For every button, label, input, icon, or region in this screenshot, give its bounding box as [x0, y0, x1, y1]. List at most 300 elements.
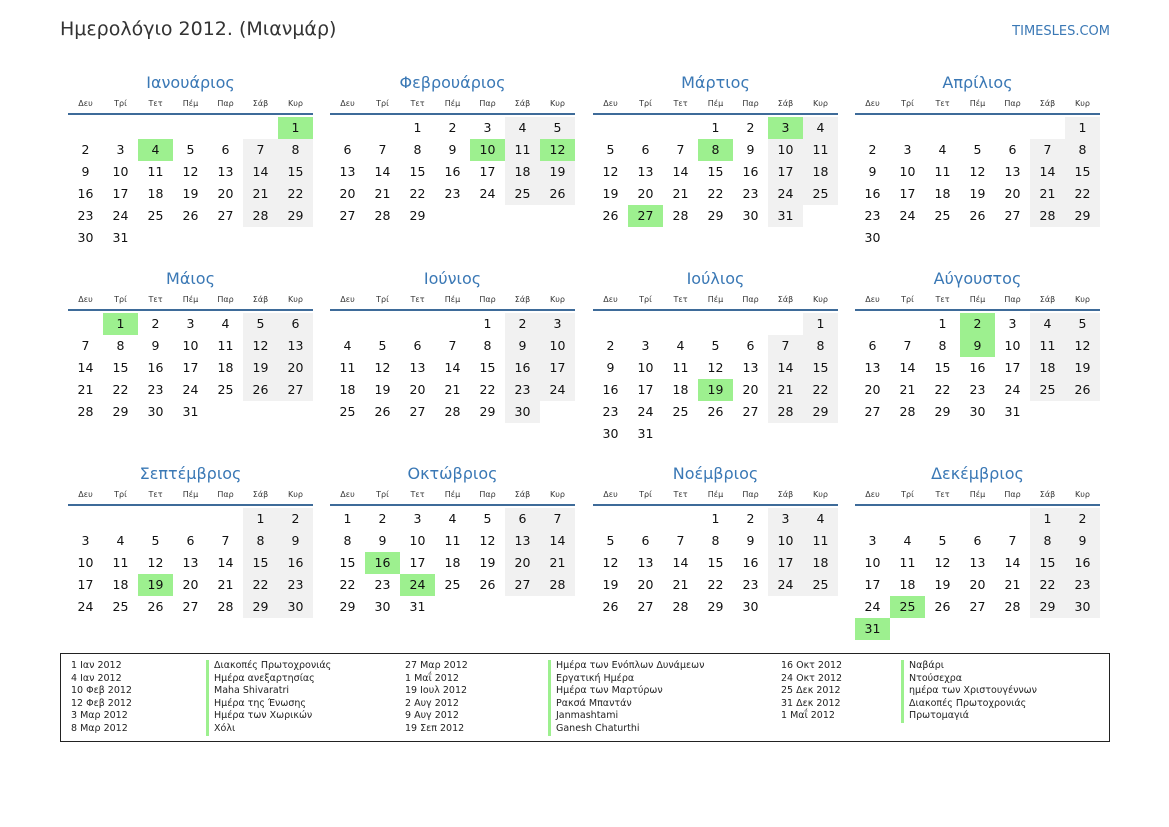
day-cell: 28 [444, 404, 461, 419]
weekday-label: Δευ [865, 295, 880, 304]
empty-cell [960, 117, 995, 139]
day-cell: 7 [768, 335, 803, 357]
weekday-label: Παρ [217, 99, 234, 108]
day-cell: 26 [707, 404, 724, 419]
day-cell: 27 [409, 404, 426, 419]
day-cell: 6 [186, 533, 195, 548]
empty-cell [330, 117, 365, 139]
day-cell: 19 [969, 186, 986, 201]
day-cell: 13 [969, 555, 986, 570]
weekday-label: Τρί [639, 490, 652, 499]
day-cell: 14 [374, 164, 391, 179]
empty-cell [628, 117, 663, 139]
day-cell: 15 [803, 357, 838, 379]
day-cell: 6 [746, 338, 755, 353]
day-cell: 11 [339, 360, 356, 375]
weekday-header [330, 485, 575, 506]
day-cell: 20 [1004, 186, 1021, 201]
day-cell: 17 [112, 186, 129, 201]
weekday-label: Τρί [901, 295, 914, 304]
day-cell: 23 [1065, 574, 1100, 596]
day-cell: 16 [969, 360, 986, 375]
empty-cell [138, 508, 173, 530]
day-cell: 16 [602, 382, 619, 397]
day-cell: 27 [1004, 208, 1021, 223]
day-cell: 16 [147, 360, 164, 375]
legend-holiday-name: Ημέρα ανεξαρτησίας [206, 673, 331, 686]
site-link[interactable]: TIMESLES.COM [1012, 24, 1110, 39]
weekday-label: Πέμ [969, 99, 986, 108]
day-cell: 22 [409, 186, 426, 201]
month-name: Φεβρουάριος [399, 73, 506, 92]
day-cell: 29 [934, 404, 951, 419]
empty-cell [628, 313, 663, 335]
day-cell: 18 [112, 577, 129, 592]
day-cell: 15 [409, 164, 426, 179]
day-cell: 16 [742, 164, 759, 179]
day-cell: 16 [742, 555, 759, 570]
weekday-label: Τετ [410, 490, 425, 499]
day-cell: 29 [1065, 205, 1100, 227]
day-cell: 24 [899, 208, 916, 223]
weekday-label: Τετ [935, 490, 950, 499]
empty-cell [103, 117, 138, 139]
day-cell: 22 [803, 379, 838, 401]
weekday-label: Δευ [78, 99, 93, 108]
day-cell: 28 [77, 404, 94, 419]
day-cell: 22 [339, 577, 356, 592]
day-cell: 31 [182, 404, 199, 419]
day-cell: 8 [243, 530, 278, 552]
weekday-label: Κυρ [550, 490, 565, 499]
day-cell: 13 [217, 164, 234, 179]
day-cell: 5 [1065, 313, 1100, 335]
day-cell: 17 [899, 186, 916, 201]
day-cell: 24 [182, 382, 199, 397]
day-cell: 5 [186, 142, 195, 157]
weekday-label: Κυρ [1075, 99, 1090, 108]
day-cell: 8 [1030, 530, 1065, 552]
day-cell: 6 [641, 533, 650, 548]
day-cell: 3 [483, 120, 492, 135]
day-cell: 17 [479, 164, 496, 179]
day-cell: 30 [278, 596, 313, 618]
month-name: Οκτώβριος [407, 464, 498, 483]
day-cell: 28 [1004, 599, 1021, 614]
day-cell: 23 [505, 379, 540, 401]
day-cell: 24 [479, 186, 496, 201]
day-cell: 11 [147, 164, 164, 179]
day-cell: 13 [637, 555, 654, 570]
day-grid [330, 508, 575, 618]
day-cell: 17 [637, 382, 654, 397]
day-cell: 29 [112, 404, 129, 419]
empty-cell [243, 117, 278, 139]
weekday-header [330, 290, 575, 311]
day-cell: 26 [479, 577, 496, 592]
day-cell: 26 [934, 599, 951, 614]
legend-date-column [71, 660, 132, 736]
weekday-header [68, 485, 313, 506]
day-cell: 12 [969, 164, 986, 179]
day-cell: 30 [602, 426, 619, 441]
day-cell: 8 [116, 338, 125, 353]
day-cell: 11 [899, 555, 916, 570]
weekday-label: Πέμ [182, 295, 199, 304]
day-grid [330, 313, 575, 423]
weekday-label: Τρί [901, 490, 914, 499]
weekday-label: Τετ [935, 99, 950, 108]
weekday-label: Σάβ [514, 295, 531, 304]
day-cell: 26 [969, 208, 986, 223]
weekday-label: Δευ [603, 295, 618, 304]
weekday-label: Παρ [1004, 99, 1021, 108]
day-cell: 18 [934, 186, 951, 201]
holiday-day-cell: 1 [103, 313, 138, 335]
day-cell: 23 [374, 577, 391, 592]
weekday-label: Παρ [1004, 295, 1021, 304]
day-cell: 11 [934, 164, 951, 179]
day-cell: 31 [112, 230, 129, 245]
day-cell: 23 [969, 382, 986, 397]
day-cell: 29 [803, 401, 838, 423]
empty-cell [855, 117, 890, 139]
weekday-header [593, 290, 838, 311]
empty-cell [103, 508, 138, 530]
weekday-label: Δευ [78, 295, 93, 304]
day-cell: 3 [768, 508, 803, 530]
empty-cell [68, 313, 103, 335]
day-cell: 3 [116, 142, 125, 157]
legend-date-column [781, 660, 842, 723]
day-cell: 6 [343, 142, 352, 157]
day-cell: 7 [378, 142, 387, 157]
day-cell: 21 [1004, 577, 1021, 592]
day-cell: 25 [339, 404, 356, 419]
day-cell: 18 [147, 186, 164, 201]
day-cell: 4 [903, 533, 912, 548]
day-cell: 7 [221, 533, 230, 548]
weekday-label: Τετ [673, 99, 688, 108]
day-cell: 10 [77, 555, 94, 570]
weekday-label: Παρ [479, 490, 496, 499]
day-cell: 5 [483, 511, 492, 526]
day-cell: 9 [448, 142, 457, 157]
day-cell: 13 [278, 335, 313, 357]
day-cell: 29 [409, 208, 426, 223]
day-cell: 27 [278, 379, 313, 401]
day-cell: 26 [374, 404, 391, 419]
legend-date: 16 Οκτ 2012 [781, 660, 843, 671]
day-cell: 9 [868, 164, 877, 179]
day-cell: 19 [374, 382, 391, 397]
day-cell: 10 [540, 335, 575, 357]
day-cell: 27 [864, 404, 881, 419]
day-cell: 21 [444, 382, 461, 397]
weekday-label: Παρ [479, 99, 496, 108]
day-cell: 17 [409, 555, 426, 570]
day-cell: 1 [803, 313, 838, 335]
empty-cell [960, 508, 995, 530]
legend-name-column [901, 660, 1037, 723]
day-cell: 25 [147, 208, 164, 223]
empty-cell [663, 508, 698, 530]
day-cell: 4 [343, 338, 352, 353]
day-cell: 17 [1004, 360, 1021, 375]
day-cell: 3 [1008, 316, 1017, 331]
legend-date: 2 Αυγ 2012 [405, 697, 459, 709]
day-cell: 14 [1004, 555, 1021, 570]
legend-holiday-name: Ημέρα των Ενόπλων Δυνάμεων [548, 660, 704, 673]
weekday-label: Σάβ [777, 295, 794, 304]
day-cell: 13 [339, 164, 356, 179]
day-cell: 1 [343, 511, 352, 526]
month-name: Απρίλιος [942, 73, 1013, 92]
day-cell: 3 [868, 533, 877, 548]
weekday-label: Δευ [603, 490, 618, 499]
day-cell: 3 [641, 338, 650, 353]
month-block [593, 463, 838, 618]
day-cell: 25 [803, 183, 838, 205]
day-cell: 28 [672, 208, 689, 223]
day-grid [330, 117, 575, 227]
day-cell: 1 [483, 316, 492, 331]
empty-cell [628, 508, 663, 530]
legend-date: 19 Ιουλ 2012 [405, 685, 468, 697]
month-name: Αύγουστος [933, 269, 1022, 288]
day-cell: 28 [672, 599, 689, 614]
day-cell: 21 [243, 183, 278, 205]
day-cell: 14 [672, 164, 689, 179]
day-cell: 4 [938, 142, 947, 157]
day-cell: 20 [409, 382, 426, 397]
day-cell: 9 [1065, 530, 1100, 552]
legend-holiday-name: Πρωτομαγιά [901, 710, 1037, 723]
day-cell: 2 [868, 142, 877, 157]
weekday-header [593, 94, 838, 115]
weekday-label: Σάβ [1039, 490, 1056, 499]
day-cell: 13 [637, 164, 654, 179]
day-cell: 19 [602, 186, 619, 201]
day-cell: 23 [444, 186, 461, 201]
day-cell: 15 [1030, 552, 1065, 574]
day-cell: 7 [676, 142, 685, 157]
empty-cell [208, 117, 243, 139]
day-cell: 27 [637, 599, 654, 614]
weekday-label: Πέμ [707, 99, 724, 108]
day-cell: 24 [1004, 382, 1021, 397]
empty-cell [855, 313, 890, 335]
weekday-label: Κυρ [550, 295, 565, 304]
weekday-label: Πέμ [707, 295, 724, 304]
weekday-label: Πέμ [969, 295, 986, 304]
day-cell: 1 [711, 511, 720, 526]
day-cell: 10 [899, 164, 916, 179]
empty-cell [68, 117, 103, 139]
weekday-label: Παρ [217, 295, 234, 304]
day-cell: 27 [505, 574, 540, 596]
day-cell: 2 [746, 120, 755, 135]
weekday-label: Σάβ [252, 99, 269, 108]
day-cell: 24 [637, 404, 654, 419]
weekday-label: Δευ [340, 490, 355, 499]
day-cell: 23 [147, 382, 164, 397]
day-cell: 20 [969, 577, 986, 592]
legend-holiday-name: Ημέρα της Ένωσης [206, 698, 331, 711]
day-cell: 8 [278, 139, 313, 161]
empty-cell [138, 117, 173, 139]
month-block [855, 268, 1100, 423]
day-cell: 28 [243, 205, 278, 227]
day-cell: 1 [1065, 117, 1100, 139]
day-cell: 1 [413, 120, 422, 135]
day-cell: 16 [1065, 552, 1100, 574]
holiday-legend [60, 653, 1110, 742]
day-cell: 6 [641, 142, 650, 157]
day-cell: 26 [540, 183, 575, 205]
day-cell: 9 [151, 338, 160, 353]
day-cell: 10 [1004, 338, 1021, 353]
weekday-label: Πέμ [444, 99, 461, 108]
day-cell: 13 [505, 530, 540, 552]
day-cell: 5 [151, 533, 160, 548]
weekday-label: Δευ [340, 99, 355, 108]
day-grid [593, 313, 838, 445]
day-cell: 27 [969, 599, 986, 614]
day-cell: 2 [448, 120, 457, 135]
day-cell: 30 [742, 599, 759, 614]
day-cell: 2 [278, 508, 313, 530]
legend-holiday-name: Janmashtami [548, 710, 704, 723]
day-cell: 23 [278, 574, 313, 596]
holiday-day-cell: 25 [890, 596, 925, 618]
day-cell: 12 [602, 164, 619, 179]
day-cell: 22 [112, 382, 129, 397]
weekday-label: Πέμ [707, 490, 724, 499]
empty-cell [855, 508, 890, 530]
day-cell: 7 [676, 533, 685, 548]
day-cell: 3 [81, 533, 90, 548]
day-cell: 24 [768, 574, 803, 596]
legend-holiday-name: Ναβάρι [901, 660, 1037, 673]
weekday-label: Σάβ [777, 99, 794, 108]
day-cell: 30 [969, 404, 986, 419]
weekday-label: Τρί [114, 99, 127, 108]
day-cell: 21 [672, 186, 689, 201]
weekday-label: Πέμ [969, 490, 986, 499]
day-cell: 6 [1008, 142, 1017, 157]
day-cell: 17 [77, 577, 94, 592]
day-cell: 12 [602, 555, 619, 570]
day-cell: 14 [899, 360, 916, 375]
month-block [593, 72, 838, 227]
day-cell: 8 [938, 338, 947, 353]
day-cell: 19 [602, 577, 619, 592]
weekday-label: Πέμ [444, 295, 461, 304]
day-cell: 6 [278, 313, 313, 335]
day-cell: 26 [243, 379, 278, 401]
day-cell: 15 [112, 360, 129, 375]
legend-date: 10 Φεβ 2012 [71, 685, 132, 697]
day-cell: 15 [1065, 161, 1100, 183]
legend-date: 31 Δεκ 2012 [781, 697, 841, 709]
day-cell: 6 [413, 338, 422, 353]
legend-holiday-name: Ημέρα των Χωρικών [206, 710, 331, 723]
weekday-label: Τετ [935, 295, 950, 304]
day-cell: 11 [672, 360, 689, 375]
day-cell: 7 [540, 508, 575, 530]
day-cell: 16 [864, 186, 881, 201]
day-cell: 24 [112, 208, 129, 223]
empty-cell [330, 313, 365, 335]
day-cell: 5 [606, 142, 615, 157]
day-grid [855, 117, 1100, 249]
day-cell: 16 [505, 357, 540, 379]
weekday-header [593, 485, 838, 506]
month-block [330, 72, 575, 227]
legend-date: 9 Αυγ 2012 [405, 710, 459, 722]
legend-date: 1 Μαΐ 2012 [405, 672, 459, 684]
day-cell: 27 [339, 208, 356, 223]
day-cell: 18 [217, 360, 234, 375]
day-cell: 13 [1004, 164, 1021, 179]
day-cell: 17 [182, 360, 199, 375]
day-cell: 10 [112, 164, 129, 179]
day-cell: 10 [768, 530, 803, 552]
day-cell: 30 [374, 599, 391, 614]
weekday-label: Κυρ [813, 99, 828, 108]
empty-cell [593, 117, 628, 139]
weekday-label: Κυρ [288, 490, 303, 499]
day-cell: 2 [81, 142, 90, 157]
weekday-label: Τετ [148, 490, 163, 499]
day-cell: 5 [711, 338, 720, 353]
day-cell: 8 [483, 338, 492, 353]
empty-cell [663, 117, 698, 139]
weekday-label: Τετ [673, 490, 688, 499]
day-cell: 6 [868, 338, 877, 353]
day-cell: 15 [707, 555, 724, 570]
day-cell: 24 [864, 599, 881, 614]
weekday-header [855, 290, 1100, 311]
weekday-label: Τετ [410, 295, 425, 304]
weekday-label: Σάβ [514, 99, 531, 108]
empty-cell [925, 508, 960, 530]
day-cell: 7 [81, 338, 90, 353]
page-title: Ημερολόγιο 2012. (Μιανμάρ) [60, 18, 337, 40]
empty-cell [435, 313, 470, 335]
day-cell: 21 [768, 379, 803, 401]
day-cell: 20 [217, 186, 234, 201]
day-cell: 14 [444, 360, 461, 375]
day-cell: 5 [243, 313, 278, 335]
month-name: Ιούλιος [686, 269, 745, 288]
day-cell: 30 [77, 230, 94, 245]
day-cell: 30 [147, 404, 164, 419]
day-cell: 20 [637, 186, 654, 201]
day-cell: 5 [973, 142, 982, 157]
day-cell: 15 [707, 164, 724, 179]
day-cell: 10 [409, 533, 426, 548]
weekday-label: Τρί [376, 490, 389, 499]
day-cell: 26 [182, 208, 199, 223]
weekday-label: Τετ [148, 295, 163, 304]
day-cell: 11 [505, 139, 540, 161]
day-grid [593, 117, 838, 227]
weekday-label: Τρί [376, 295, 389, 304]
day-cell: 12 [182, 164, 199, 179]
day-cell: 19 [479, 555, 496, 570]
